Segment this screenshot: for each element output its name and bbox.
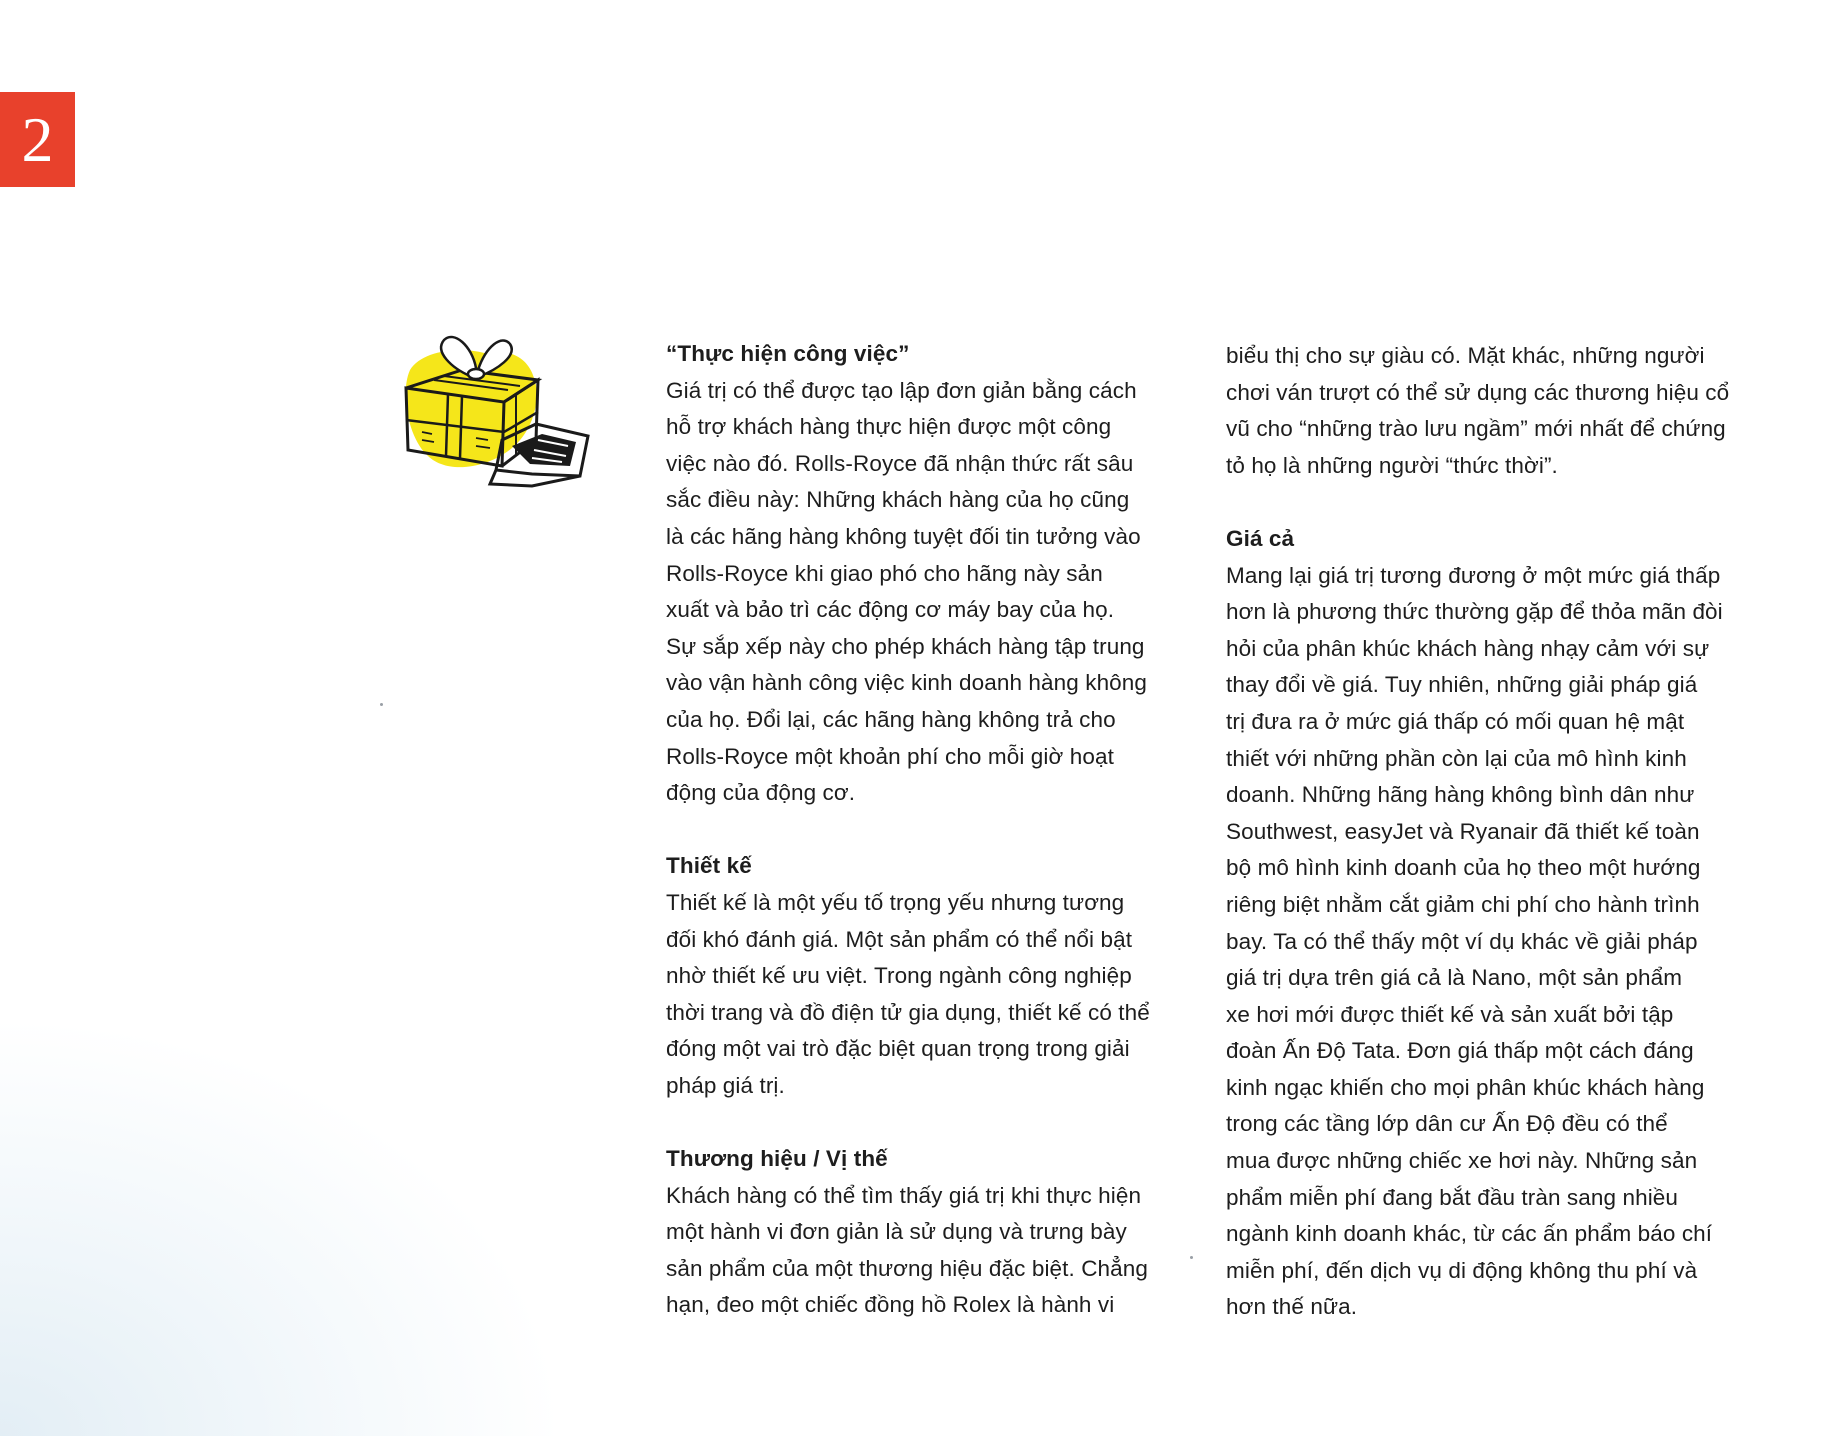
text-line: tỏ họ là những người “thức thời”. [1226,452,1558,478]
left-text-column [666,336,1211,1361]
text-line: ngành kinh doanh khác, từ các ấn phẩm báo chí [1226,1221,1713,1247]
section-job-done [666,336,1211,812]
text-line: hơn là phương thức thường gặp để thỏa mãn đòi [1226,599,1723,625]
section-body [1226,338,1771,484]
text-line: phẩm miễn phí đang bắt đầu tràn sang nhiều [1226,1184,1679,1210]
text-line: bộ mô hình kinh doanh của họ theo một hướng [1226,855,1701,881]
section-heading: Thương hiệu / Vị thế [666,1146,888,1172]
section-heading: Giá cả [1226,525,1295,551]
right-text-column [1226,338,1771,1363]
text-line: thiết với những phần còn lại của mô hình kinh [1226,745,1687,771]
section-body [666,373,1211,812]
text-line: sắc điều này: Những khách hàng của họ cũng [666,487,1130,513]
text-line: một hành vi đơn giản là sử dụng và trưng bày [666,1219,1127,1245]
text-line: kinh ngạc khiến cho mọi phân khúc khách hàng [1226,1074,1705,1100]
text-line: biểu thị cho sự giàu có. Mặt khác, những người [1226,343,1705,368]
text-line: đối khó đánh giá. Một sản phẩm có thể nổi bật [666,926,1133,952]
section-body [666,1178,1211,1324]
chapter-number-badge: 2 [0,92,75,187]
text-line: trong các tầng lớp dân cư Ấn Độ đều có thể [1226,1111,1668,1137]
text-line: Giá trị có thể được tạo lập đơn giản bằng cách [666,377,1137,403]
section-body [1226,558,1771,1326]
text-line: Thiết kế là một yếu tố trọng yếu nhưng tương [666,889,1125,915]
text-line: riêng biệt nhằm cắt giảm chi phí cho hành trình [1226,891,1700,917]
scan-speck [380,703,383,706]
scan-speck [1190,1256,1193,1259]
text-line: chơi ván trượt có thể sử dụng các thương hiệu cổ [1226,379,1730,405]
text-line: việc nào đó. Rolls-Royce đã nhận thức rất sâu [666,450,1134,476]
text-line: hạn, đeo một chiếc đồng hồ Rolex là hành vi [666,1292,1115,1318]
section-heading: Thiết kế [666,853,752,879]
text-line: Rolls-Royce khi giao phó cho hãng này sản [666,560,1103,586]
text-line: Sự sắp xếp này cho phép khách hàng tập trung [666,633,1145,659]
text-line: hơn thế nữa. [1226,1294,1358,1320]
text-line: Khách hàng có thể tìm thấy giá trị khi thực hiện [666,1182,1142,1208]
text-line: đoàn Ấn Độ Tata. Đơn giá thấp một cách đáng [1226,1038,1694,1064]
gift-box-icon [392,328,592,508]
text-line: sản phẩm của một thương hiệu đặc biệt. Chẳng [666,1255,1149,1281]
text-line: Rolls-Royce một khoản phí cho mỗi giờ hoạt [666,743,1114,769]
text-line: hỗ trợ khách hàng thực hiện được một công [666,414,1112,440]
text-line: bay. Ta có thể thấy một ví dụ khác về giải pháp [1226,928,1698,954]
text-line: pháp giá trị. [666,1072,785,1098]
text-line: mua được những chiếc xe hơi này. Những sản [1226,1148,1698,1174]
section-heading: “Thực hiện công việc” [666,341,910,366]
text-line: đóng một vai trò đặc biệt quan trọng trong giải [666,1036,1130,1062]
text-line: động của động cơ. [666,780,856,806]
text-line: doanh. Những hãng hàng không bình dân như [1226,782,1695,808]
text-line: Mang lại giá trị tương đương ở một mức giá thấp [1226,562,1721,588]
text-line: là các hãng hàng không tuyệt đối tin tưởng vào [666,523,1141,549]
text-line: xuất và bảo trì các động cơ máy bay của họ. [666,597,1115,623]
text-line: hỏi của phân khúc khách hàng nhạy cảm với sự [1226,635,1710,661]
section-price [1226,521,1771,1326]
text-line: giá trị dựa trên giá cả là Nano, một sản phẩm [1226,965,1683,991]
text-line: miễn phí, đến dịch vụ di động không thu phí và [1226,1257,1698,1283]
text-line: trị đưa ra ở mức giá thấp có mối quan hệ mật [1226,708,1685,734]
section-design [666,848,1211,1104]
text-line: vào vận hành công việc kinh doanh hàng không [666,670,1148,696]
section-body [666,885,1211,1105]
text-line: thời trang và đồ điện tử gia dụng, thiết kế có thể [666,999,1150,1025]
text-line: vũ cho “những trào lưu ngầm” mới nhất để chứng [1226,416,1726,442]
text-line: xe hơi mới được thiết kế và sản xuất bởi tập [1226,1001,1674,1027]
section-brand-status [666,1141,1211,1324]
text-line: thay đổi về giá. Tuy nhiên, những giải pháp giá [1226,672,1698,698]
section-brand-status-continued [1226,338,1771,484]
text-line: Southwest, easyJet và Ryanair đã thiết kế toàn [1226,818,1700,844]
text-line: của họ. Đổi lại, các hãng hàng không trả cho [666,706,1116,732]
text-line: nhờ thiết kế ưu việt. Trong ngành công nghiệp [666,963,1132,989]
